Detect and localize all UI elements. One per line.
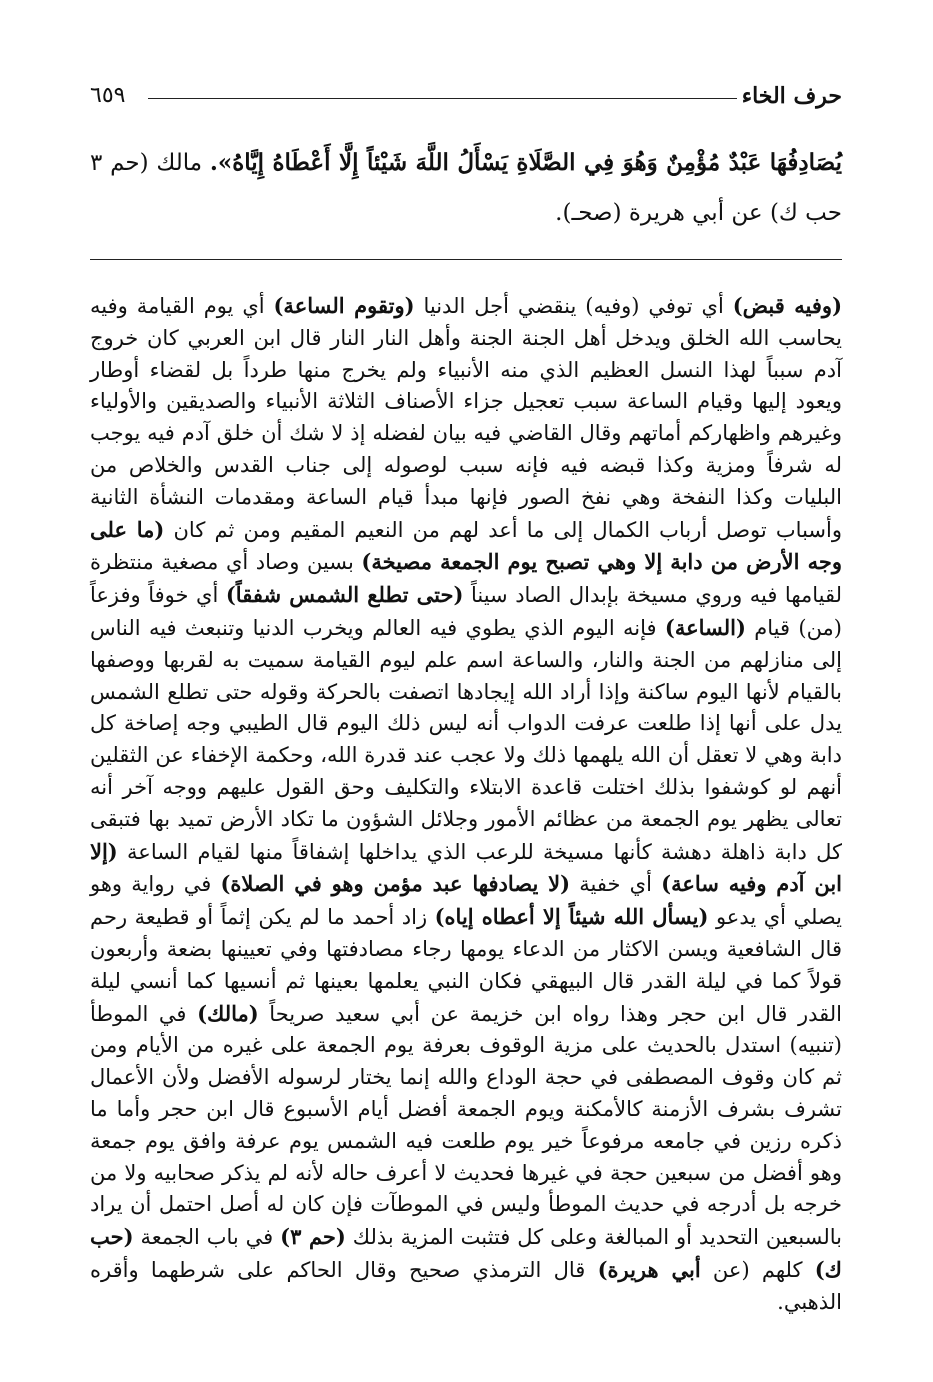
commentary-quote: (يسأل الله شيئاً إلا أعطاه إياه) — [434, 904, 709, 930]
commentary-quote: (لا يصادفها عبد مؤمن وهو في الصلاة) — [220, 871, 571, 897]
commentary-run: في باب الجمعة — [133, 1225, 281, 1250]
commentary-run: في رواية وهو يصلي أي يدعو — [90, 872, 842, 930]
commentary-quote: أبي هريرة) — [597, 1256, 701, 1282]
commentary-quote: (وتقوم الساعة) — [273, 293, 415, 318]
hadith-source: مالك (حم ٣ حب ك) عن أبي هريرة (صحـ). — [90, 150, 842, 226]
commentary-quote: (وفيه قبض) — [732, 293, 843, 318]
commentary-run: كلهم (عن — [700, 1257, 815, 1282]
hadith-main-text: يُصَادِفُهَا عَبْدٌ مُؤْمِنٌ وَهُوَ فِي الصَّلَاةِ يَسْأَلُ اللَّهَ شَيْئاً إِلَّا أَعْطَاهُ إِيَّاهُ». — [209, 149, 842, 176]
chapter-title: حرف الخاء — [741, 83, 842, 109]
header-rule — [148, 98, 737, 99]
commentary-quote: (مالك) — [197, 1000, 259, 1026]
commentary-run: أي يوم القيامة وفيه يحاسب الله الخلق ويدخل أهل الجنة الجنة وأهل النار النار قال ابن العربي كان خروج آدم سبباً لهذا النسل العظيم الذي منه الأنبياء ولم يخرج منها طرداً بل لقضاء أوطار ويعود إليها وقيام الساعة سبب تعجيل جزاء الأصناف الثلاثة الأنبياء والصديقين والأولياء وغيرهم واظهاركم أماتهم وقال القاضي فيه بيان لفضله إذ لا شك أن خلق آدم فيه يوجب له شرفاً ومزية وكذا قبضه فيه فإنه سبب لوصوله إلى جناب القدس والخلاص من البليات وكذا النفخة وهي نفخ الصور فإنها مبدأ قيام الساعة ومقدمات النشأة الثانية وأسباب توصل أرباب الكمال إلى ما أعد لهم من النعيم المقيم ومن ثم كان — [90, 294, 842, 542]
commentary-run: أي خوفاً وفزعاً (من) قيام — [90, 583, 842, 640]
page-number: ٦٥٩ — [90, 83, 126, 108]
section-divider — [90, 259, 842, 260]
commentary-quote: (ما على وجه الأرض من دابة إلا وهي تصبح يوم الجمعة مصيخة) — [90, 516, 842, 575]
commentary-run: زاد أحمد ما لم يكن إثماً أو قطيعة رحم قال الشافعية ويسن الاكثار من الدعاء يومها رجاء مصادفتها وفي تعيينها بضعة وأربعون قولاً كما في ليلة القدر قال البيهقي فكان النبي يعلمها بعينها ثم أنسيها كما أنسي ليلة القدر قال ابن حجر وهذا رواه ابن خزيمة عن أبي سعيد صريحاً — [90, 905, 843, 1026]
commentary-run: أي خفية — [570, 872, 662, 897]
commentary-quote: (حم ٣) — [280, 1224, 346, 1250]
commentary-run: فإنه اليوم الذي يطوي فيه العالم ويخرب الدنيا وتنبعث فيه الناس إلى منازلهم من الجنة والنار، والساعة اسم علم ليوم القيامة سميت به لقربها ووصفها بالقيام لأنها اليوم ساكنة وإذا أراد الله إيجادها اتصفت بالحركة وقوله حتى تطلع الشمس يدل على أنها إذا طلعت عرفت الدواب أنه ليس ذلك اليوم قال الطيبي وجه إصاخة كل دابة وهي لا تعقل أن الله يلهمها ذلك ولا عجب عند قدرة الله، وحكمة الإخفاء عن الثقلين أنهم لو كوشفوا بذلك اختلت قاعدة الابتلاء والتكليف وحق القول عليهم ووجه آخر أنه تعالى يظهر يوم الجمعة من عظائم الأمور وجلائل الشؤون ما تكاد الأرض تميد بها فتبقى كل دابة ذاهلة دهشة كأنها مسيخة للرعب الذي يداخلها إشفاقاً منها لقيام الساعة — [90, 615, 842, 864]
hadith-text — [90, 138, 842, 238]
commentary-run: بسين وصاد أي مصغية منتظرة لقيامها فيه وروي مسيخة بإبدال الصاد سيناً — [90, 550, 843, 608]
commentary-run: قال الترمذي صحيح وقال الحاكم على شرطهما وأقره الذهبي. — [90, 1257, 842, 1314]
commentary-quote: (إلا ابن آدم وفيه ساعة) — [90, 838, 843, 897]
commentary-run: أي توفي (وفيه) ينقضي أجل الدنيا — [414, 294, 733, 318]
commentary-quote: (الساعة) — [664, 614, 746, 640]
commentary-quote: (حب ك) — [90, 1224, 842, 1282]
commentary-run: في الموطأ (تنبيه) استدل بالحديث على مزية الوقوف بعرفة يوم الجمعة على غيره من الأيام ومن ثم كان وقوف المصطفى في حجة الوداع والله إنما يختار لرسوله الأفضل ولأن الأعمال تشرف بشرف الأزمنة كالأمكنة ويوم الجمعة أفضل أيام الأسبوع قال ابن حجر وأما ما ذكره رزين في جامعه مرفوعاً خير يوم طلعت فيه الشمس يوم عرفة وافق يوم جمعة وهو أفضل من سبعين حجة في غيرها فحديث لا أعرف حاله لأنه لم يذكر صحابيه ولا من خرجه بل أدرجه في حديث الموطأ وليس في الموطآت فإن كان له أصل احتمل أن يراد بالسبعين التحديد أو المبالغة وعلى كل فتثبت المزية بذلك — [90, 1001, 843, 1250]
commentary-text — [90, 290, 842, 1319]
page-header — [90, 78, 842, 114]
commentary-quote: (حتى تطلع الشمس شفقاً) — [225, 582, 464, 608]
